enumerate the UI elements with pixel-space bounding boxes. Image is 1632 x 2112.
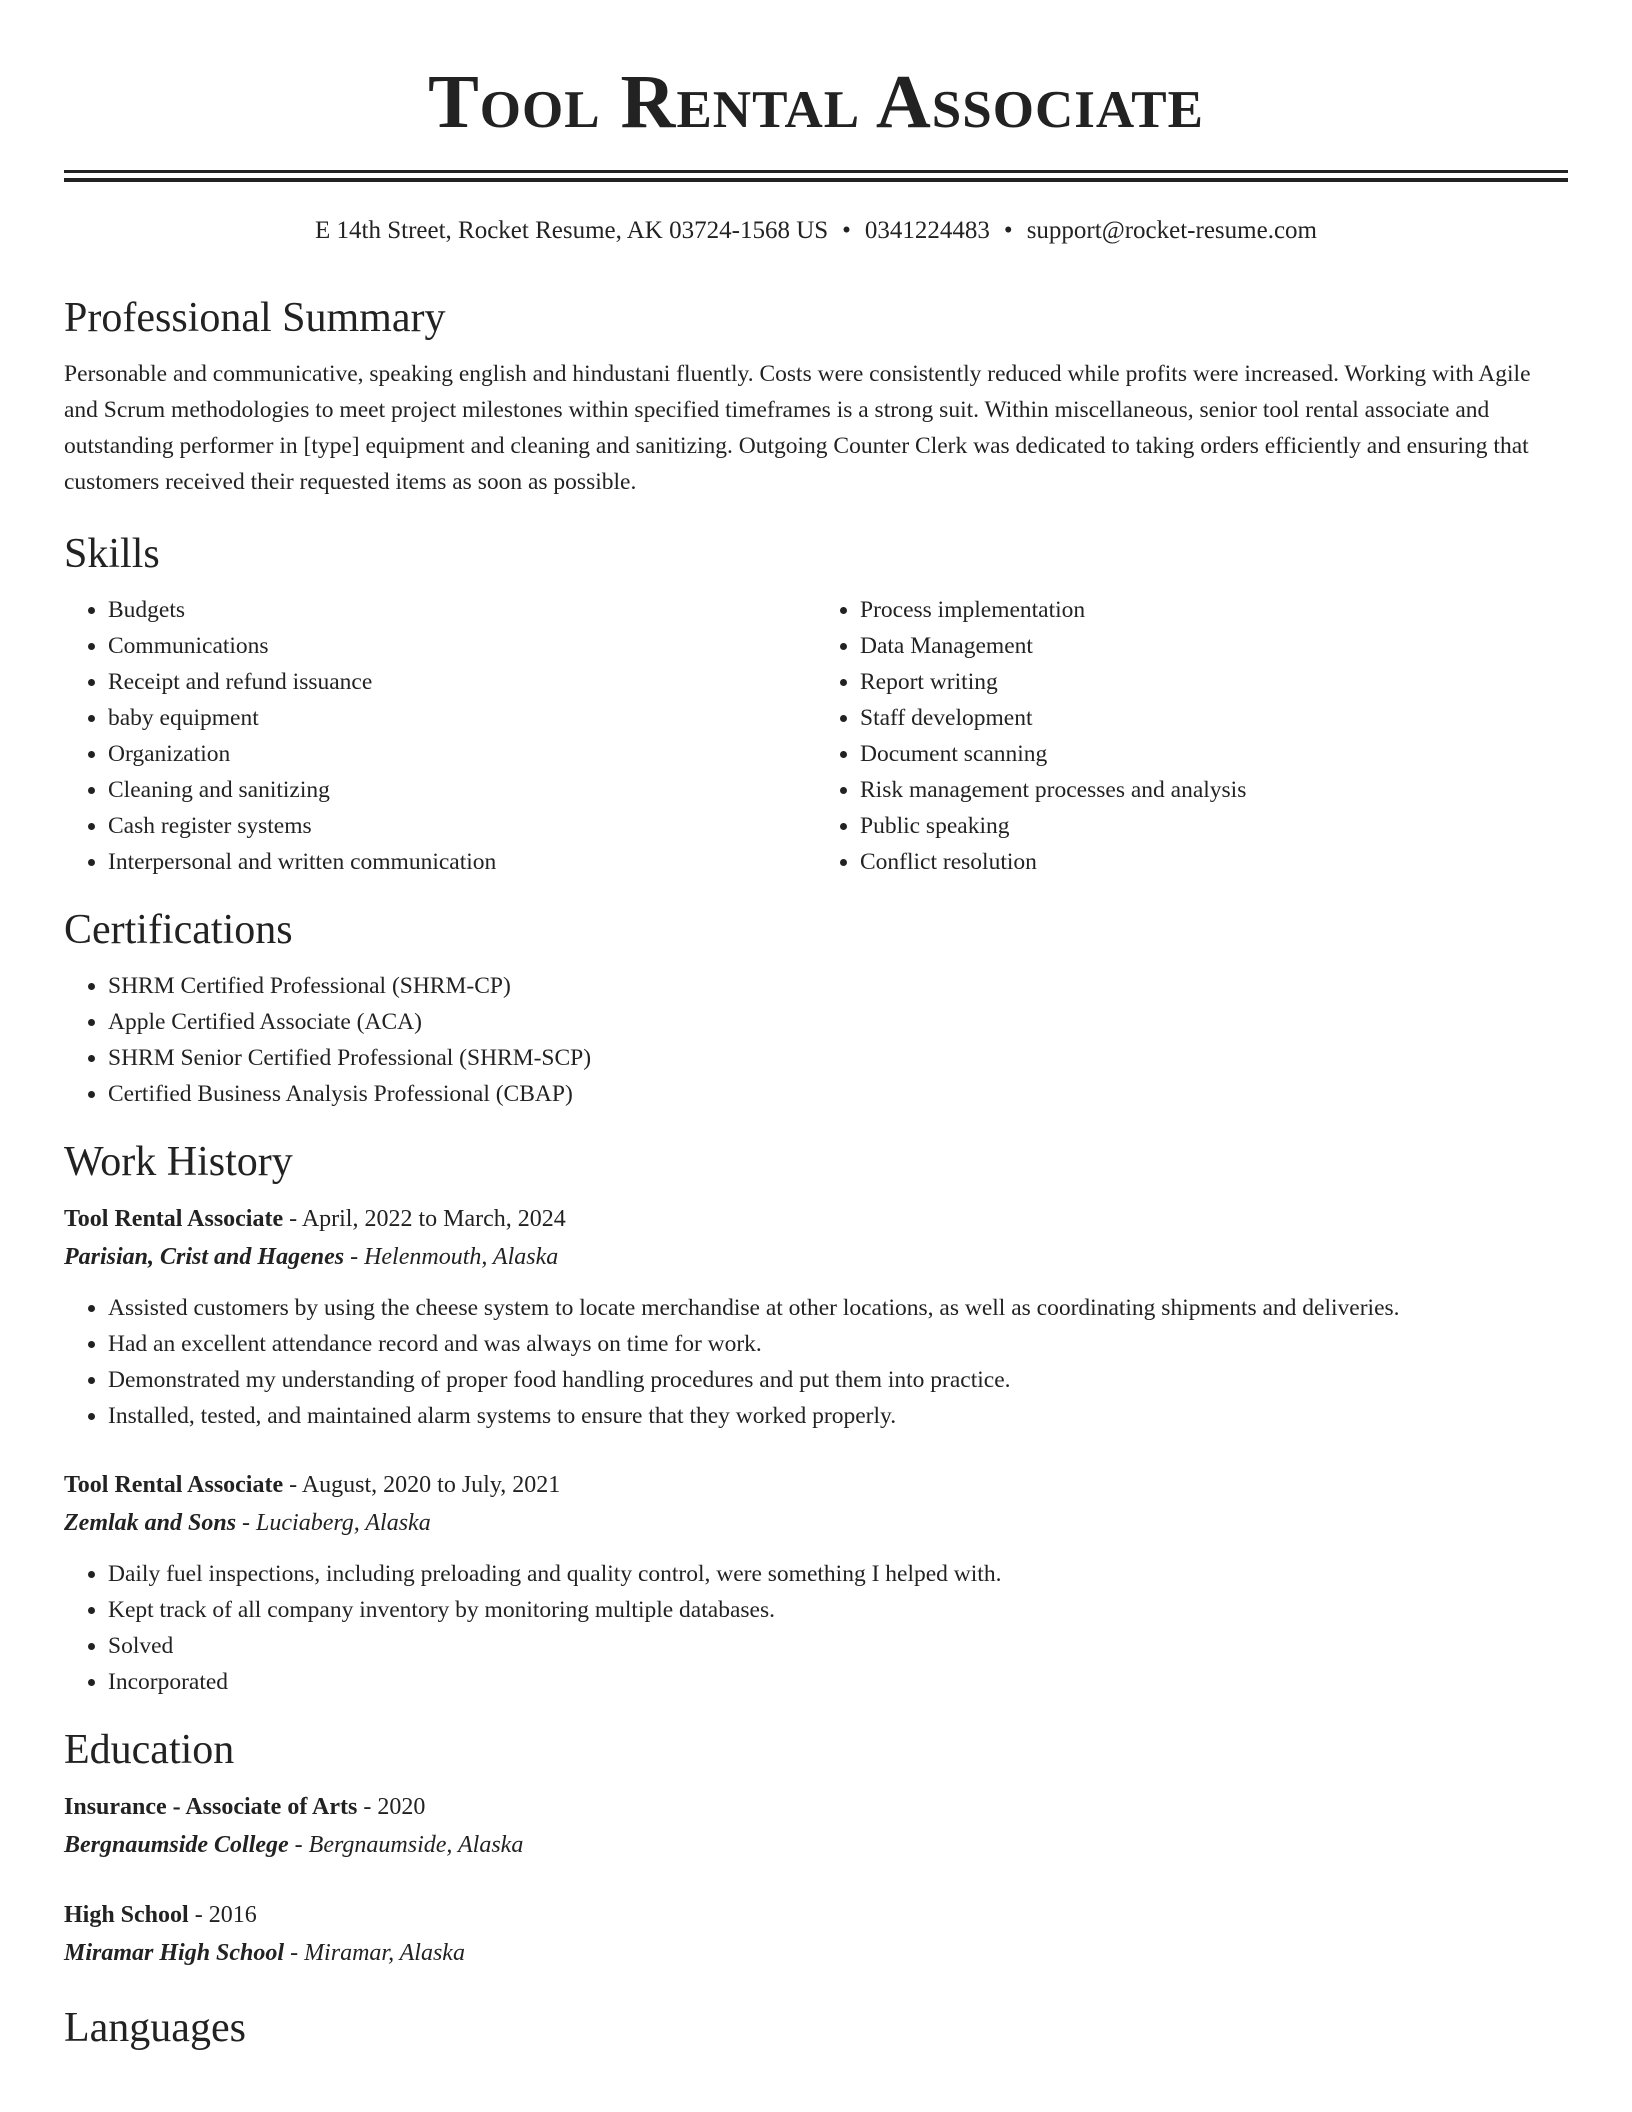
dash: - <box>289 1472 298 1498</box>
education-school: Miramar High School <box>64 1940 285 1966</box>
certifications-heading: Certifications <box>64 907 293 953</box>
job-title: Tool Rental Associate <box>64 1206 284 1232</box>
dash: - <box>289 1206 298 1232</box>
languages-heading: Languages <box>64 2005 246 2051</box>
certification-item: • Apple Certified Associate (ACA) <box>108 1004 1568 1040</box>
skill-item: • Risk management processes and analysis <box>860 772 1568 808</box>
job-bullets <box>64 1290 1568 1434</box>
skill-item: • Cleaning and sanitizing <box>108 772 816 808</box>
job-bullet: • Incorporated <box>108 1664 1568 1700</box>
skill-item: • Process implementation <box>860 592 1568 628</box>
job-dates: April, 2022 to March, 2024 <box>301 1206 566 1232</box>
job-bullet: • Kept track of all company inventory by monitoring multiple databases. <box>108 1592 1568 1628</box>
job-title-line <box>64 1200 1568 1238</box>
job-company-line <box>64 1238 1568 1276</box>
certification-item: • SHRM Certified Professional (SHRM-CP) <box>108 968 1568 1004</box>
education-entry <box>64 1896 1568 1972</box>
job-bullet: • Demonstrated my understanding of proper food handling procedures and put them into practice. <box>108 1362 1568 1398</box>
dash: - <box>242 1510 251 1536</box>
job-bullet: • Had an excellent attendance record and was always on time for work. <box>108 1326 1568 1362</box>
job-bullet: • Assisted customers by using the cheese system to locate merchandise at other locations, as well as coordinating shipments and deliveries. <box>108 1290 1568 1326</box>
job-title-line <box>64 1466 1568 1504</box>
skill-item: • Interpersonal and written communication <box>108 844 816 880</box>
skill-item: • baby equipment <box>108 700 816 736</box>
skills-right-list <box>816 592 1568 880</box>
education-entry <box>64 1788 1568 1864</box>
title-double-rule <box>64 170 1568 182</box>
contact-separator: • <box>842 217 851 244</box>
skill-item: • Report writing <box>860 664 1568 700</box>
education-school-line <box>64 1826 1568 1864</box>
contact-address: E 14th Street, Rocket Resume, AK 03724-1568 US <box>315 217 829 244</box>
education-school: Bergnaumside College <box>64 1832 289 1858</box>
job-bullet: • Installed, tested, and maintained alarm systems to ensure that they worked properly. <box>108 1398 1568 1434</box>
job-company: Parisian, Crist and Hagenes <box>64 1244 345 1270</box>
job-bullets <box>64 1556 1568 1700</box>
skill-item: • Communications <box>108 628 816 664</box>
education-year: 2016 <box>208 1902 257 1928</box>
job-entry <box>64 1200 1568 1434</box>
job-dates: August, 2020 to July, 2021 <box>301 1472 561 1498</box>
skill-item: • Cash register systems <box>108 808 816 844</box>
education-location: Bergnaumside, Alaska <box>308 1832 524 1858</box>
skill-item: • Organization <box>108 736 816 772</box>
job-company: Zemlak and Sons <box>64 1510 237 1536</box>
contact-line <box>64 216 1568 246</box>
dash: - <box>363 1794 372 1820</box>
dash: - <box>350 1244 359 1270</box>
education-degree: Insurance - Associate of Arts <box>64 1794 358 1820</box>
skill-item: • Data Management <box>860 628 1568 664</box>
job-location: Luciaberg, Alaska <box>256 1510 431 1536</box>
education-degree-line <box>64 1896 1568 1934</box>
certification-item: • Certified Business Analysis Professional (CBAP) <box>108 1076 1568 1112</box>
dash: - <box>290 1940 299 1966</box>
skills-left-list <box>64 592 816 880</box>
summary-heading: Professional Summary <box>64 295 446 341</box>
skills-heading: Skills <box>64 531 160 577</box>
skill-item: • Staff development <box>860 700 1568 736</box>
skill-item: • Document scanning <box>860 736 1568 772</box>
job-title: Tool Rental Associate <box>64 1472 284 1498</box>
education-degree-line <box>64 1788 1568 1826</box>
resume-page <box>64 0 1568 2052</box>
education-heading: Education <box>64 1727 235 1773</box>
education-degree: High School <box>64 1902 189 1928</box>
job-location: Helenmouth, Alaska <box>364 1244 559 1270</box>
skill-item: • Conflict resolution <box>860 844 1568 880</box>
contact-separator: • <box>1003 217 1013 244</box>
summary-text: Personable and communicative, speaking english and hindustani fluently. Costs were consistently reduced while profits were increased. Working with Agile and Scrum methodologies to meet project milestones within specified timeframes is a strong suit. Within miscellaneous, senior tool rental associate and outstanding performer in [type] equipment and cleaning and sanitizing. Outgoing Counter Clerk was dedicated to taking orders efficiently and ensuring that customers received their requested items as soon as possible. <box>64 361 1531 495</box>
education-location: Miramar, Alaska <box>304 1940 465 1966</box>
job-bullet: • Daily fuel inspections, including preloading and quality control, were something I helped with. <box>108 1556 1568 1592</box>
certification-item: • SHRM Senior Certified Professional (SHRM-SCP) <box>108 1040 1568 1076</box>
dash: - <box>194 1902 203 1928</box>
resume-title: Tool Rental Associate <box>428 60 1204 144</box>
skill-item: • Public speaking <box>860 808 1568 844</box>
contact-phone: 0341224483 <box>864 217 990 244</box>
work-history-heading: Work History <box>64 1139 293 1185</box>
skill-item: • Budgets <box>108 592 816 628</box>
education-school-line <box>64 1934 1568 1972</box>
skill-item: • Receipt and refund issuance <box>108 664 816 700</box>
certifications-list <box>64 968 1568 1112</box>
skills-columns <box>64 592 1568 880</box>
job-bullet: • Solved <box>108 1628 1568 1664</box>
contact-email[interactable]: support@rocket-resume.com <box>1026 217 1317 244</box>
education-year: 2020 <box>377 1794 426 1820</box>
dash: - <box>294 1832 303 1858</box>
job-entry <box>64 1466 1568 1700</box>
job-company-line <box>64 1504 1568 1542</box>
